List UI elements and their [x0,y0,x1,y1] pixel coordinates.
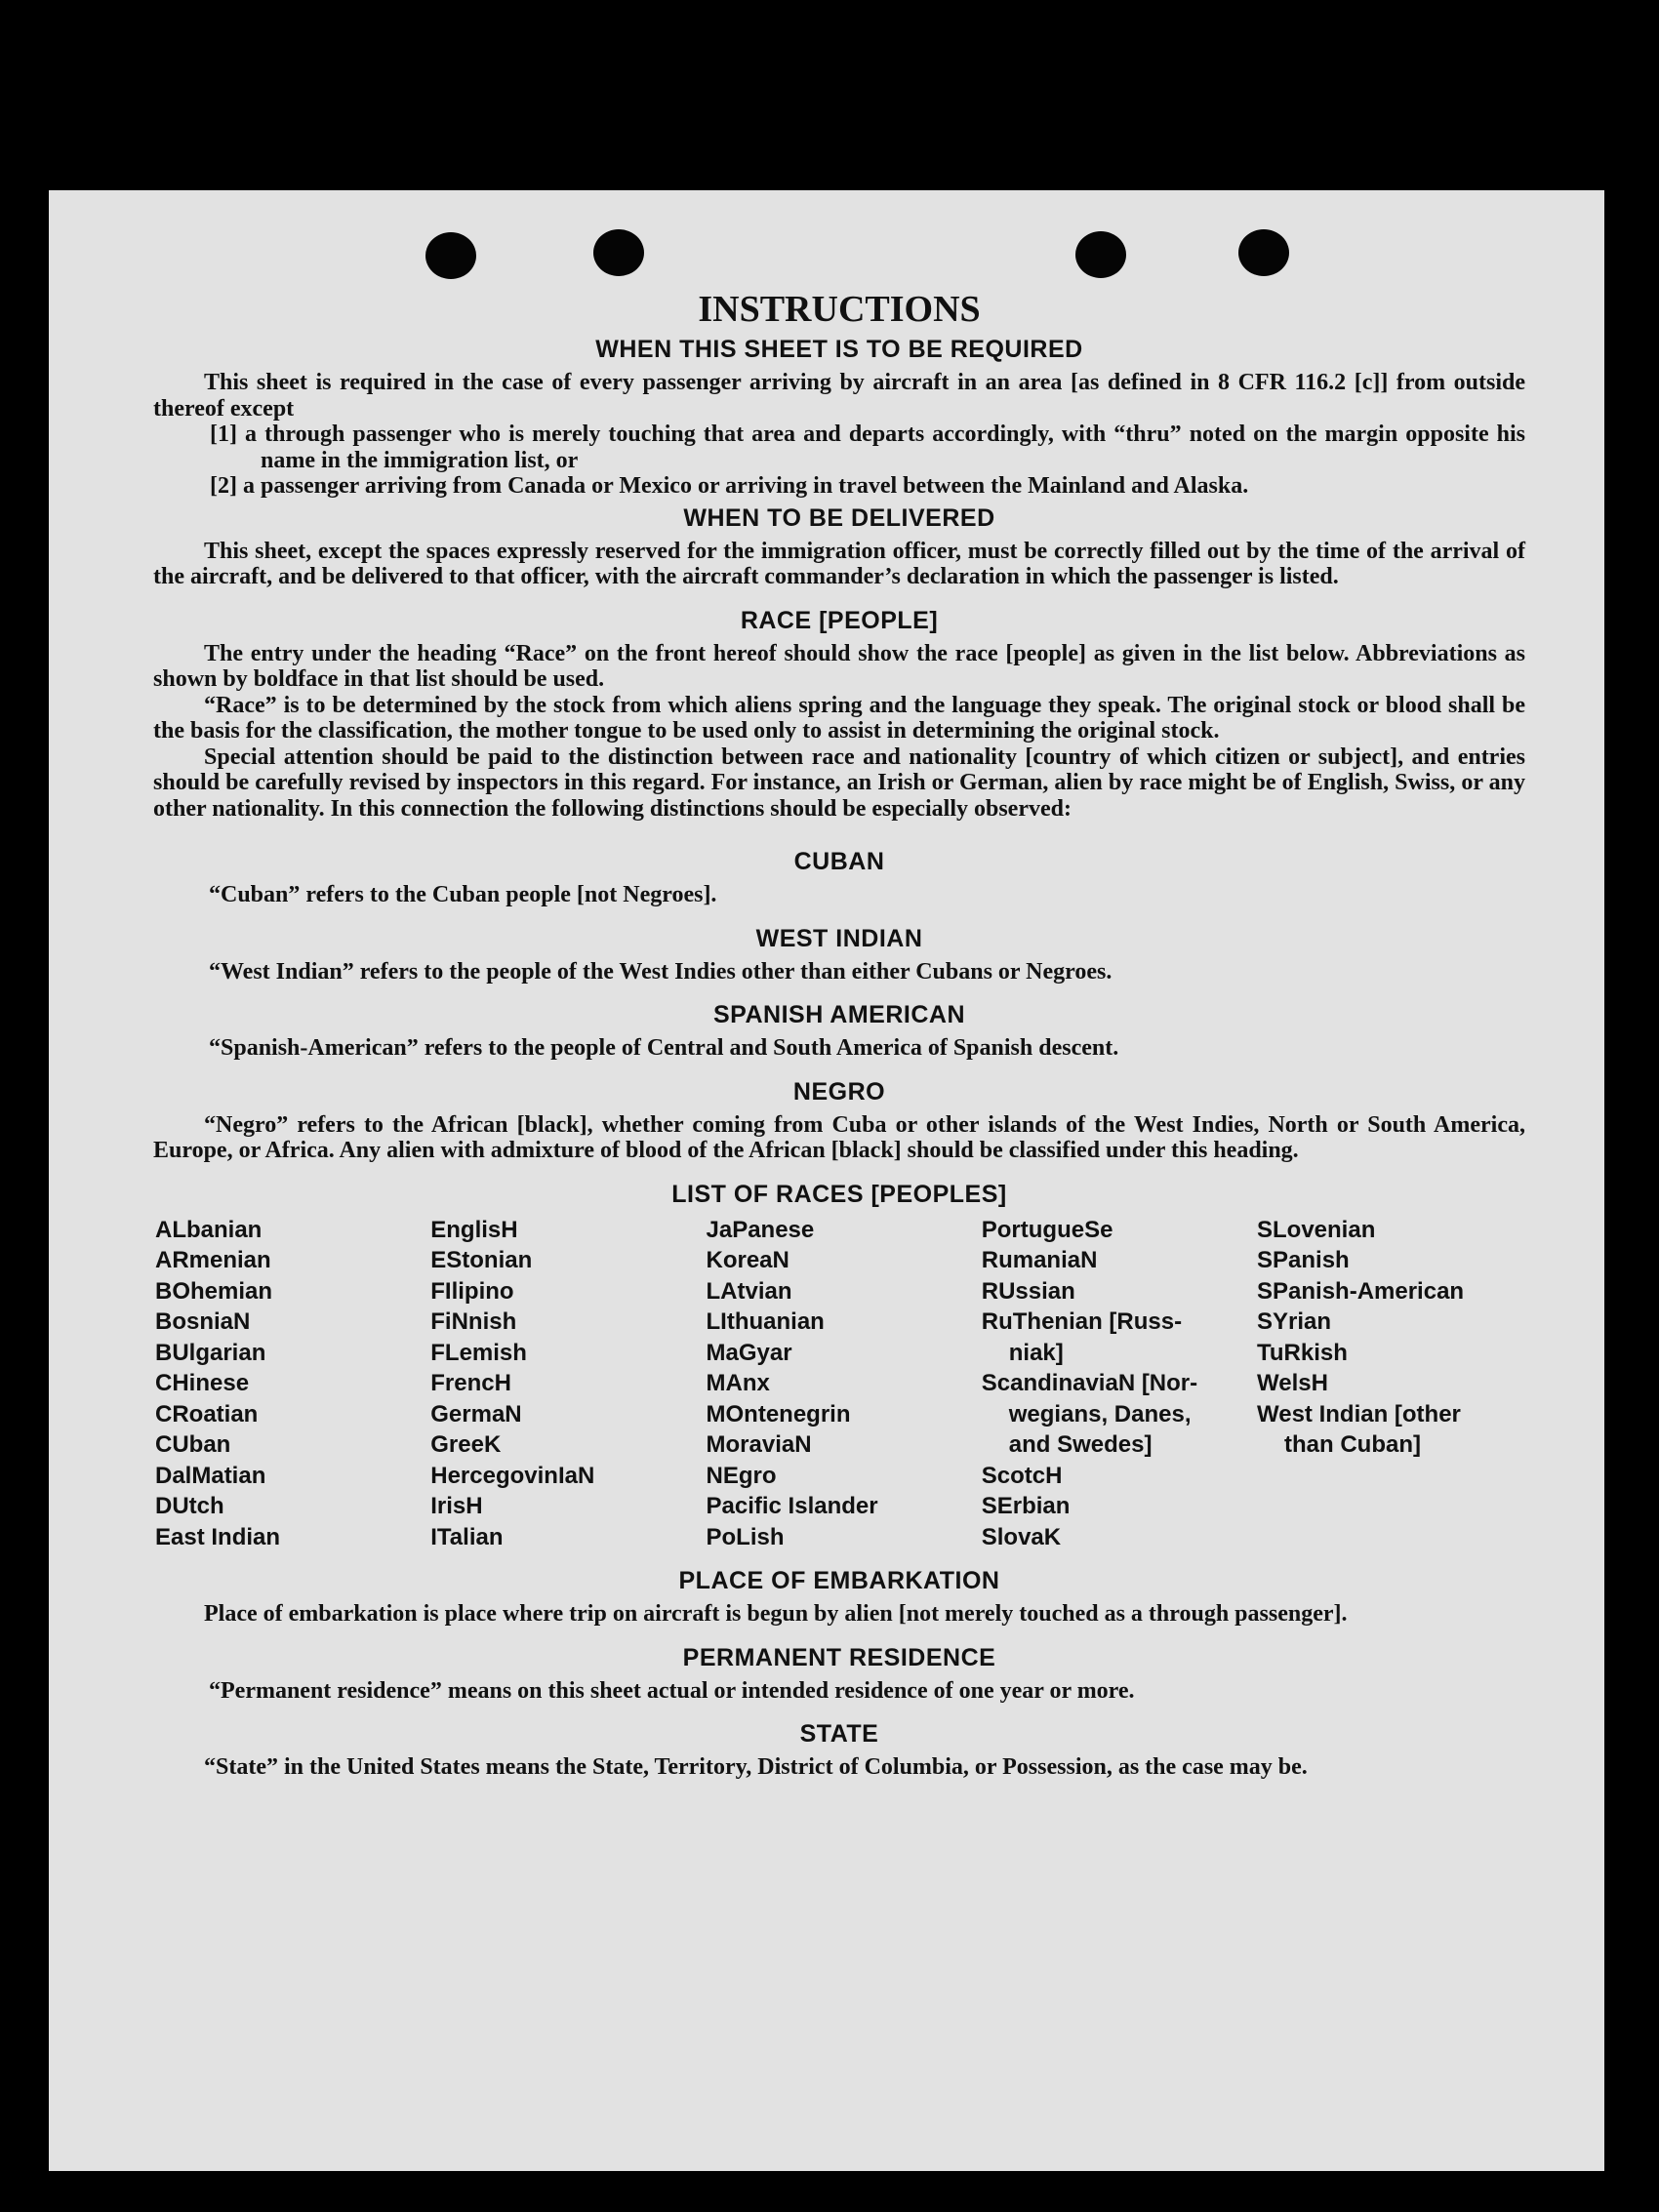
race-entry: SErbian [981,1493,1071,1519]
race-entry: GermaN [430,1400,522,1428]
section-heading-delivered: WHEN TO BE DELIVERED [683,503,995,532]
race-entry: BosniaN [155,1308,251,1335]
race-entry: MaGyar [706,1339,792,1366]
spanish-american-text: “Spanish-American” refers to the people of Central and South America of Spanish descent. [209,1035,1119,1061]
race-entry: PortugueSe [981,1216,1113,1243]
section-heading-state: STATE [799,1720,879,1748]
instructions-content [153,288,1525,1781]
race-entry: ARmenian [155,1247,271,1273]
document-sheet [49,190,1604,2171]
race-paragraph-2: “Race” is to be determined by the stock from which aliens spring and the language they speak. The original stock or blood shall be the basis for the classification, the mother tongue to be used only to assist in determining the original stock. [153,692,1525,744]
race-paragraph-1: The entry under the heading “Race” on the front hereof should show the race [people] as given in the list below. Abbreviations as shown by boldface in that list should be used. [153,640,1525,692]
residence-text: “Permanent residence” means on this sheet actual or intended residence of one year or more. [209,1677,1135,1704]
section-heading-residence: PERMANENT RESIDENCE [682,1643,996,1671]
race-entry: SlovaK [981,1523,1062,1550]
punch-hole [1238,229,1289,276]
race-entry: West Indian [other [1257,1400,1461,1428]
race-entry: FiNnish [430,1308,517,1335]
race-entry: ITalian [430,1523,504,1550]
race-entry: NEgro [706,1462,777,1489]
race-entry-continuation: niak] [1008,1339,1064,1366]
race-entry: IrisH [430,1493,483,1519]
required-intro: This sheet is required in the case of every passenger arriving by aircraft in an area [as defined in 8 CFR 116.2 [c]] from outside thereof except [153,370,1525,422]
race-entry: SLovenian [1257,1216,1376,1243]
race-entry: CUban [155,1431,231,1458]
race-entry: DUtch [155,1493,224,1519]
races-column-3 [707,1215,970,1553]
race-entry: Pacific Islander [706,1493,878,1519]
race-entry: SPanish [1257,1247,1350,1273]
race-entry-continuation: wegians, Danes, [1008,1400,1192,1428]
races-list [155,1215,1525,1553]
race-entry: ScandinaviaN [Nor- [981,1370,1198,1396]
punch-hole [593,229,644,276]
race-entry: TuRkish [1257,1339,1348,1366]
negro-text: “Negro” refers to the African [black], whether coming from Cuba or other islands of the West Indies, North or South America, Europe, or Africa. Any alien with admixture of blood of the African [black] should be classified under this heading. [153,1111,1525,1163]
race-entry: GreeK [430,1431,502,1458]
race-entry: FrencH [430,1370,511,1396]
punch-hole [1075,231,1126,278]
race-entry: MoraviaN [706,1431,812,1458]
race-entry: MOntenegrin [706,1400,851,1428]
section-heading-cuban: CUBAN [793,848,885,875]
race-entry: ScotcH [981,1462,1063,1489]
race-entry: FLemish [430,1339,527,1366]
state-text: “State” in the United States means the State, Territory, District of Columbia, or Possession, as the case may be. [204,1754,1308,1780]
race-paragraph-3: Special attention should be paid to the distinction between race and nationality [country of which citizen or subject], and entries should be carefully revised by inspectors in this regard. For instance, an Irish or German, alien by race might be of English, Swiss, or any other nationality. In this connection the following distinctions should be especially observed: [153,744,1525,822]
races-column-5 [1257,1215,1525,1553]
race-entry: RuThenian [Russ- [981,1308,1183,1335]
race-entry: JaPanese [706,1216,815,1243]
race-entry: RUssian [981,1277,1075,1305]
west-indian-text: “West Indian” refers to the people of the West Indies other than either Cubans or Negroes. [209,958,1113,985]
race-entry: BOhemian [155,1277,273,1305]
cuban-text: “Cuban” refers to the Cuban people [not Negroes]. [209,882,717,907]
races-column-4 [982,1215,1245,1553]
race-entry: MAnx [706,1370,770,1396]
race-entry: BUlgarian [155,1339,266,1366]
race-entry: HercegovinIaN [430,1462,595,1489]
race-entry-continuation: than Cuban] [1284,1431,1421,1458]
section-heading-race: RACE [PEOPLE] [740,606,939,634]
race-entry: RumaniaN [981,1247,1098,1273]
punch-hole [425,232,476,279]
race-entry: KoreaN [706,1247,789,1273]
page-title: INSTRUCTIONS [698,289,981,330]
race-entry: CHinese [155,1370,250,1396]
section-heading-west-indian: WEST INDIAN [755,924,923,952]
section-heading-required: WHEN THIS SHEET IS TO BE REQUIRED [595,336,1083,363]
race-entry: SYrian [1257,1308,1332,1335]
races-column-2 [430,1215,694,1553]
race-entry: FIlipino [430,1277,514,1305]
race-entry: WelsH [1257,1370,1328,1396]
section-heading-embarkation: PLACE OF EMBARKATION [678,1567,1000,1594]
delivered-text: This sheet, except the spaces expressly reserved for the immigration officer, must be correctly filled out by the time of the arrival of the aircraft, and be delivered to that officer, with the aircraft commander’s declaration in which the passenger is listed. [153,538,1525,589]
race-entry: EnglisH [430,1216,518,1243]
required-item-1: [1] a through passenger who is merely touching that area and departs accordingly, with “thru” noted on the margin opposite his name in the immigration list, or [210,422,1525,473]
races-column-1 [155,1215,419,1553]
race-entry: SPanish-American [1257,1277,1465,1305]
race-entry: LAtvian [706,1277,792,1305]
section-heading-list-of-races: LIST OF RACES [PEOPLES] [671,1180,1007,1208]
race-entry: LIthuanian [706,1308,825,1335]
race-entry: DalMatian [155,1462,266,1489]
race-entry-continuation: and Swedes] [1008,1431,1153,1458]
required-item-2: [2] a passenger arriving from Canada or Mexico or arriving in travel between the Mainland and Alaska. [210,473,1249,499]
section-heading-negro: NEGRO [792,1077,886,1106]
race-entry: EStonian [430,1247,533,1273]
race-entry: ALbanian [155,1216,263,1243]
embarkation-text: Place of embarkation is place where trip on aircraft is begun by alien [not merely touched as a through passenger]. [204,1601,1348,1627]
section-heading-spanish-american: SPANISH AMERICAN [712,1001,965,1028]
race-entry: CRoatian [155,1400,259,1428]
race-entry: East Indian [155,1523,281,1550]
race-entry: PoLish [706,1523,785,1550]
